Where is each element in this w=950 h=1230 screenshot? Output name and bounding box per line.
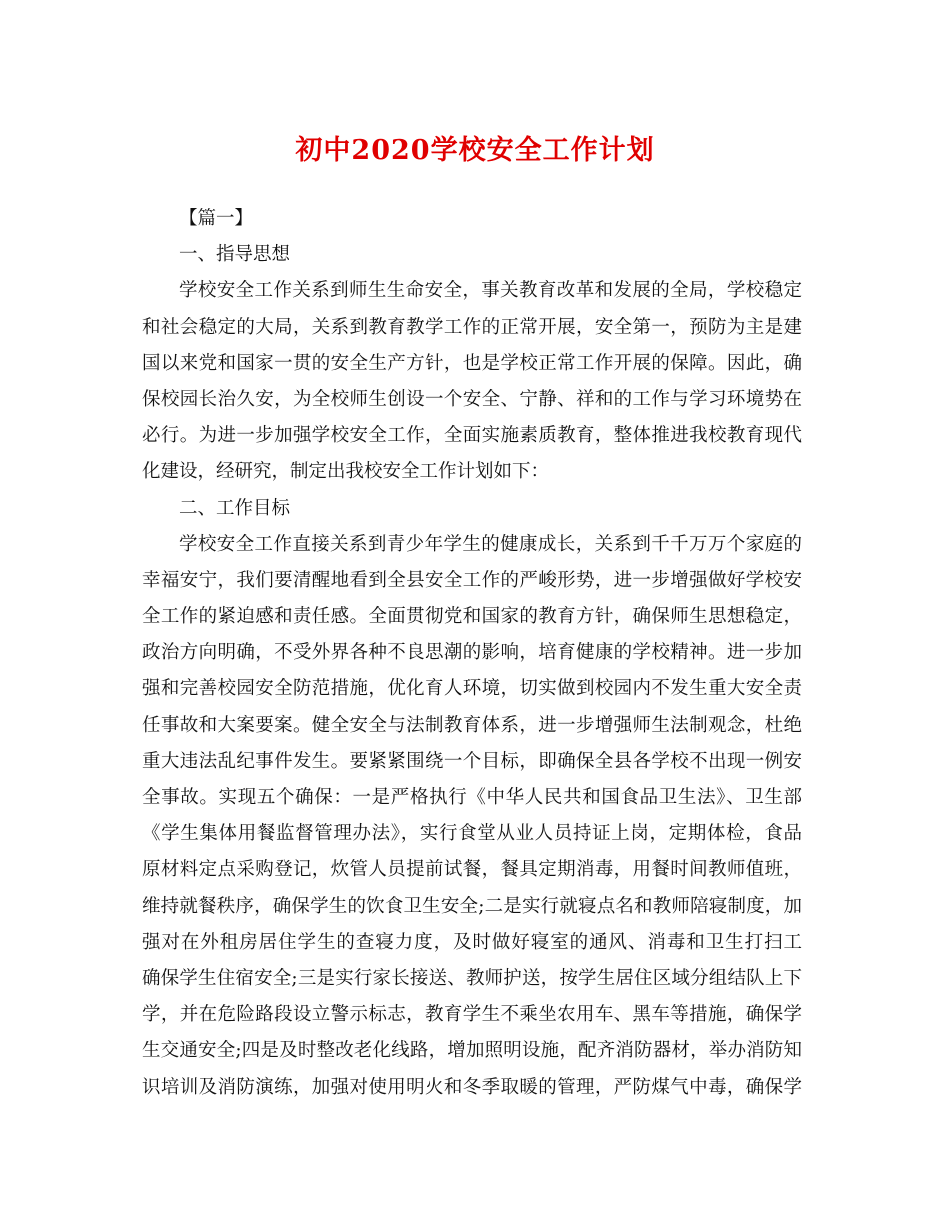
document-body [142, 201, 802, 1106]
body-line: 【篇一】 [179, 208, 254, 229]
body-line: 维持就餐秩序，确保学生的饮食卫生安全;二是实行就寝点名和教师陪寝制度，加 [142, 895, 802, 917]
body-line: 全工作的紧迫感和责任感。全面贯彻党和国家的教育方针，确保师生思想稳定， [142, 606, 802, 628]
body-line: 政治方向明确，不受外界各种不良思潮的影响，培育健康的学校精神。进一步加 [142, 642, 802, 664]
body-line: 识培训及消防演练，加强对使用明火和冬季取暖的管理，严防煤气中毒，确保学 [142, 1076, 802, 1098]
body-line: 一、指导思想 [179, 244, 291, 266]
body-line: 强和完善校园安全防范措施，优化育人环境，切实做到校园内不发生重大安全责 [142, 678, 802, 700]
document-title: 初中2020学校安全工作计划 [295, 135, 655, 166]
body-line: 强对在外租房居住学生的查寝力度，及时做好寝室的通风、消毒和卫生打扫工 [142, 931, 802, 953]
body-line: 二、工作目标 [179, 497, 291, 519]
body-line: 保校园长治久安，为全校师生创设一个安全、宁静、祥和的工作与学习环境势在 [142, 388, 802, 410]
body-line: 原材料定点采购登记，炊管人员提前试餐，餐具定期消毒，用餐时间教师值班， [142, 859, 802, 881]
body-line: 确保学生住宿安全;三是实行家长接送、教师护送，按学生居住区域分组结队上下 [142, 967, 802, 989]
body-line: 全事故。实现五个确保：一是严格执行《中华人民共和国食品卫生法》、卫生部 [142, 787, 802, 808]
body-line: 重大违法乱纪事件发生。要紧紧围绕一个目标，即确保全县各学校不出现一例安 [142, 750, 802, 772]
body-line: 《学生集体用餐监督管理办法》，实行食堂从业人员持证上岗，定期体检，食品 [142, 823, 802, 845]
body-line: 生交通安全;四是及时整改老化线路，增加照明设施，配齐消防器材，举办消防知 [142, 1040, 802, 1062]
body-line: 任事故和大案要案。健全安全与法制教育体系，进一步增强师生法制观念，杜绝 [142, 714, 802, 736]
body-line: 和社会稳定的大局，关系到教育教学工作的正常开展，安全第一，预防为主是建 [142, 316, 802, 338]
body-line: 化建设，经研究，制定出我校安全工作计划如下： [142, 461, 550, 483]
body-line: 必行。为进一步加强学校安全工作，全面实施素质教育，整体推进我校教育现代 [142, 425, 802, 447]
body-line: 幸福安宁，我们要清醒地看到全县安全工作的严峻形势，进一步增强做好学校安 [142, 569, 802, 591]
body-line: 学校安全工作直接关系到青少年学生的健康成长，关系到千千万万个家庭的 [179, 533, 802, 555]
body-line: 国以来党和国家一贯的安全生产方针，也是学校正常工作开展的保障。因此，确 [142, 352, 802, 374]
body-line: 学校安全工作关系到师生生命安全，事关教育改革和发展的全局，学校稳定 [179, 280, 802, 302]
body-line: 学，并在危险路段设立警示标志，教育学生不乘坐农用车、黑车等措施，确保学 [142, 1004, 802, 1026]
